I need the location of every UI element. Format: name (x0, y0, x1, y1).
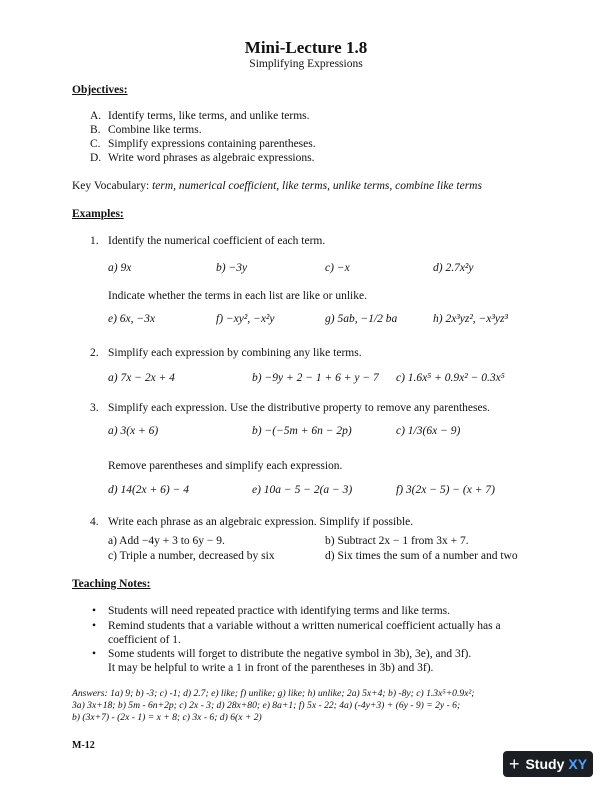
example-part: f) 3(2x − 5) − (x + 7) (396, 484, 495, 496)
studyxy-logo (503, 751, 593, 777)
bullet-icon: • (92, 648, 97, 660)
example-part: a) 9x (108, 262, 132, 274)
page-title: Mini-Lecture 1.8 (244, 38, 368, 57)
bullet-icon: • (92, 620, 97, 632)
example-part: a) 7x − 2x + 4 (108, 372, 175, 384)
example-part: e) 6x, −3x (108, 313, 156, 325)
example-part: c) 1/3(6x − 9) (396, 425, 461, 437)
question-prompt: Write each phrase as an algebraic expression. Simplify if possible. (108, 516, 414, 528)
question-prompt: Simplify each expression by combining any like terms. (108, 347, 362, 359)
example-part: a) 3(x + 6) (108, 425, 159, 437)
example-part: c) −x (325, 262, 350, 274)
answers-line: Answers: 1a) 9; b) -3; c) -1; d) 2.7; e) like; f) unlike; g) like; h) unlike; 2a) 5x+4; b) -8y; c) 1.3x⁵+0.9x²; (72, 688, 475, 699)
objective-text: Combine like terms. (108, 124, 202, 136)
objective-letter: D. (90, 152, 102, 164)
plus-icon: + (508, 753, 520, 774)
logo-text: Study (525, 756, 565, 772)
example-part: b) −3y (216, 262, 248, 274)
example-part: a) Add −4y + 3 to 6y − 9. (108, 535, 225, 547)
question-prompt: Identify the numerical coefficient of each term. (108, 235, 326, 247)
answers-block (72, 688, 542, 725)
teaching-note: It may be helpful to write a 1 in front of the parentheses in 3b) and 3f). (108, 662, 434, 674)
objective-letter: B. (90, 124, 101, 136)
logo-text-accent: XY (568, 756, 588, 772)
answers-line: 3a) 3x+18; b) 5m - 6n+2p; c) 2x - 3; d) 28x+80; e) 8a+1; f) 5x - 22; 4a) (-4y+3) + (6y - 9) = 2y - 6; (72, 700, 461, 712)
objectives-heading: Objectives: (72, 84, 128, 96)
objective-letter: C. (90, 138, 101, 150)
example-part: d) 2.7x²y (433, 262, 474, 274)
question-prompt: Indicate whether the terms in each list are like or unlike. (108, 290, 367, 302)
example-part: c) 1.6x⁵ + 0.9x² − 0.3x⁵ (396, 372, 505, 384)
example-part: e) 10a − 5 − 2(a − 3) (252, 484, 353, 496)
teaching-note: coefficient of 1. (108, 634, 181, 646)
vocabulary-terms: term, numerical coefficient, like terms, unlike terms, combine like terms (152, 180, 482, 192)
page-label: M-12 (72, 740, 95, 751)
question-number: 3. (90, 402, 99, 414)
teaching-note: Remind students that a variable without a written numerical coefficient actually has a (108, 620, 501, 632)
question-prompt: Remove parentheses and simplify each expression. (108, 460, 343, 472)
example-part: d) 14(2x + 6) − 4 (108, 484, 189, 496)
example-part: f) −xy², −x²y (216, 313, 275, 325)
example-part: b) −(−5m + 6n − 2p) (252, 425, 352, 437)
example-part: g) 5ab, −1/2 ba (325, 313, 398, 325)
key-vocabulary (72, 180, 482, 192)
question-prompt: Simplify each expression. Use the distributive property to remove any parentheses. (108, 402, 490, 414)
example-part: b) −9y + 2 − 1 + 6 + y − 7 (252, 372, 379, 384)
teaching-note: Some students will forget to distribute the negative symbol in 3b), 3e), and 3f). (108, 648, 472, 660)
objective-text: Simplify expressions containing parentheses. (108, 138, 316, 150)
teaching-note: Students will need repeated practice with identifying terms and like terms. (108, 605, 451, 617)
question-number: 1. (90, 235, 99, 247)
example-part: b) Subtract 2x − 1 from 3x + 7. (325, 535, 469, 547)
question-number: 2. (90, 347, 99, 359)
bullet-icon: • (92, 605, 97, 617)
objective-text: Identify terms, like terms, and unlike terms. (108, 110, 310, 122)
examples-heading: Examples: (72, 208, 124, 220)
page-subtitle: Simplifying Expressions (249, 58, 363, 70)
vocabulary-label: Key Vocabulary: (72, 180, 150, 192)
example-part: h) 2x³yz², −x³yz³ (433, 313, 508, 325)
example-part: d) Six times the sum of a number and two (325, 550, 518, 562)
objective-text: Write word phrases as algebraic expressions. (108, 152, 315, 164)
answers-line: b) (3x+7) - (2x - 1) = x + 8; c) 3x - 6; d) 6(x + 2) (72, 712, 262, 724)
question-number: 4. (90, 516, 99, 528)
objective-letter: A. (90, 110, 102, 122)
teaching-notes-heading: Teaching Notes: (72, 578, 151, 590)
example-part: c) Triple a number, decreased by six (108, 550, 275, 562)
